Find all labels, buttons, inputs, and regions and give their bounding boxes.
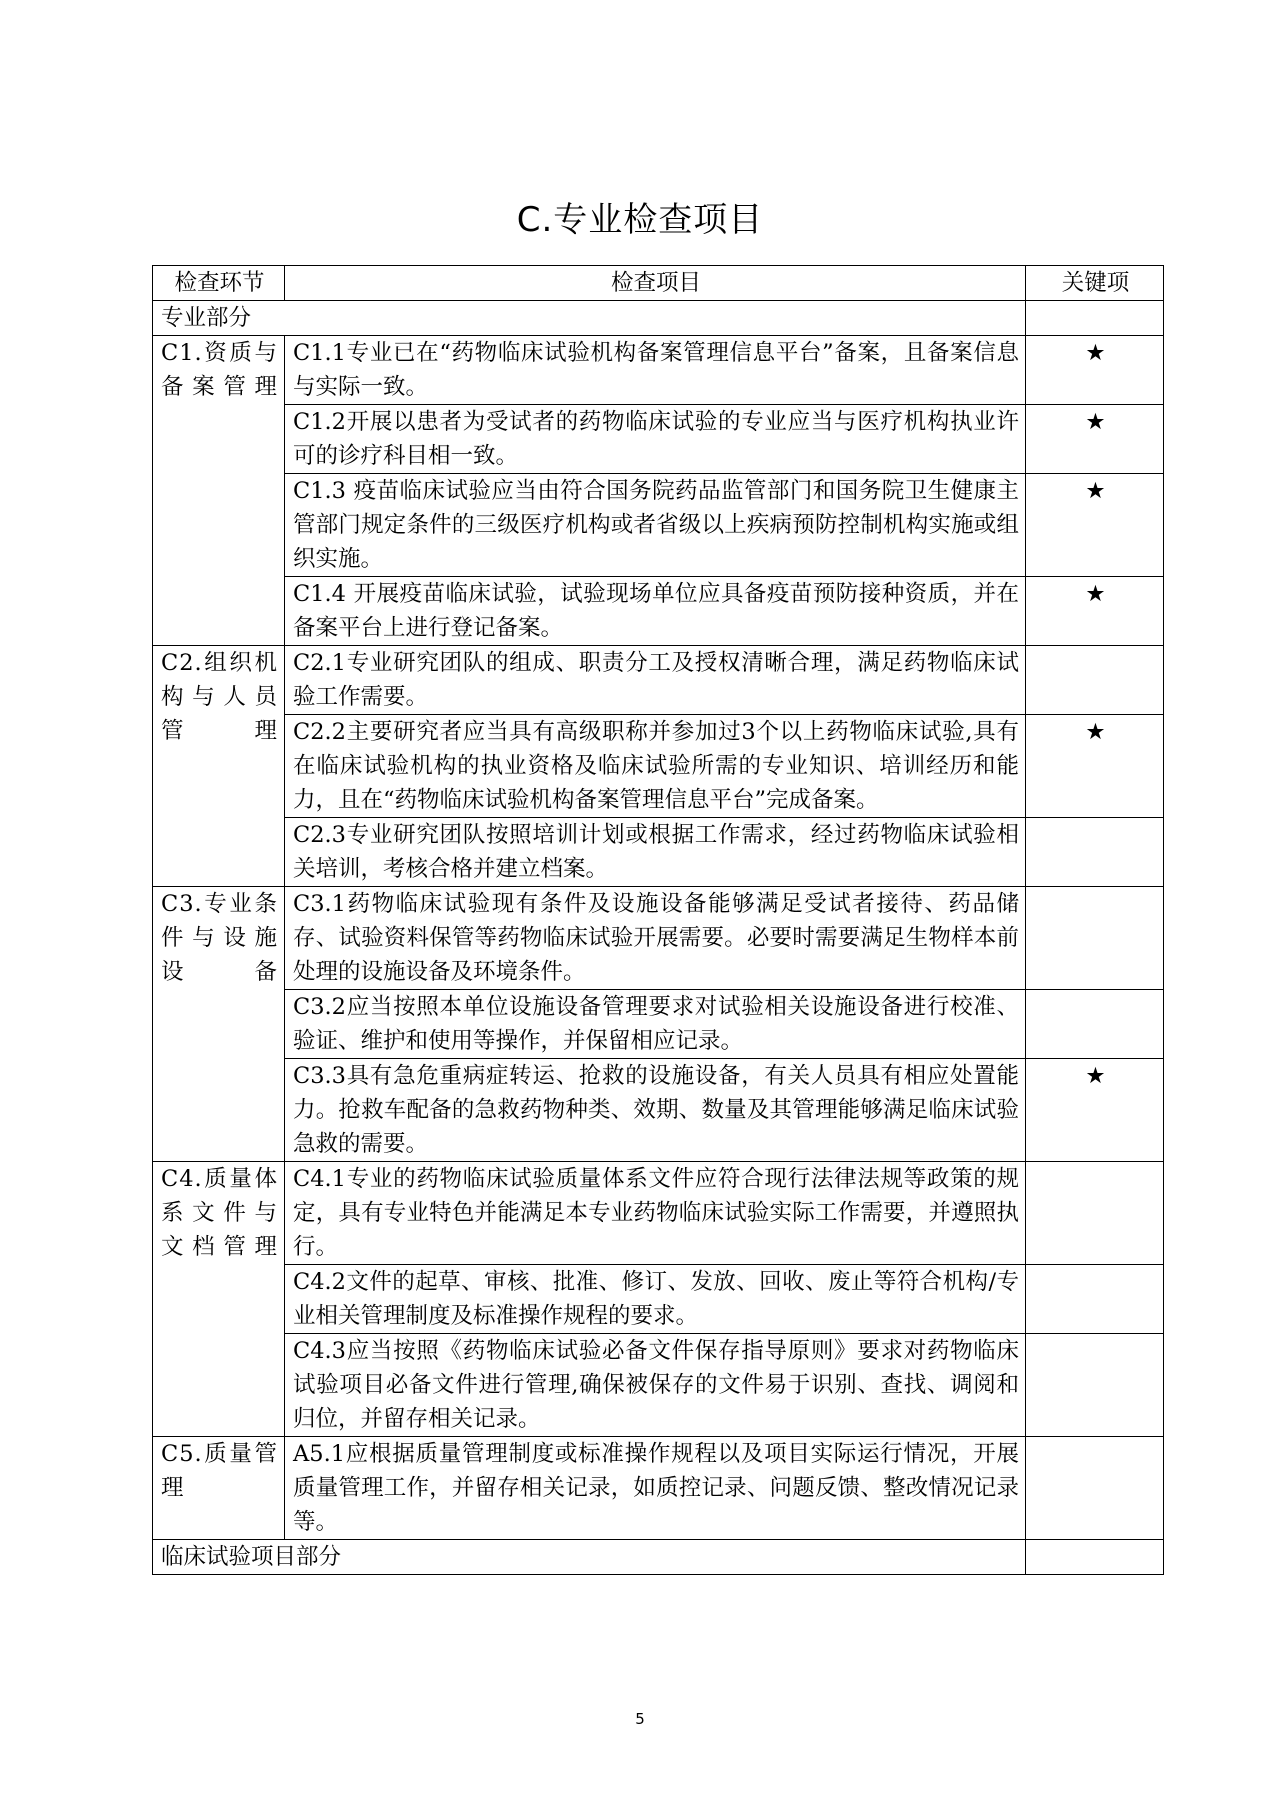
key-cell: [1026, 818, 1164, 887]
key-cell: [1026, 1334, 1164, 1437]
table-row: [153, 1265, 1164, 1334]
table-row: [153, 1162, 1164, 1265]
header-category: 检查环节: [153, 266, 285, 301]
item-text: A5.1应根据质量管理制度或标准操作规程以及项目实际运行情况，开展质量管理工作，并留存相关记录，如质控记录、问题反馈、整改情况记录等。: [285, 1437, 1026, 1540]
key-cell: [1026, 1265, 1164, 1334]
table-row: [153, 887, 1164, 990]
table-row: [153, 818, 1164, 887]
category-cell: C4.质量体系文件与文档管理: [153, 1162, 285, 1437]
item-text: C1.2开展以患者为受试者的药物临床试验的专业应当与医疗机构执业许可的诊疗科目相一致。: [285, 405, 1026, 474]
header-key: 关键项: [1026, 266, 1164, 301]
section-row: [153, 1540, 1164, 1575]
section-row: [153, 301, 1164, 336]
table-row: [153, 646, 1164, 715]
key-cell: [1026, 990, 1164, 1059]
item-text: C2.3专业研究团队按照培训计划或根据工作需求，经过药物临床试验相关培训，考核合格并建立档案。: [285, 818, 1026, 887]
item-text: C1.4 开展疫苗临床试验，试验现场单位应具备疫苗预防接种资质，并在备案平台上进行登记备案。: [285, 577, 1026, 646]
item-text: C2.1专业研究团队的组成、职责分工及授权清晰合理，满足药物临床试验工作需要。: [285, 646, 1026, 715]
table-row: [153, 474, 1164, 577]
table-row: [153, 336, 1164, 405]
table-row: [153, 990, 1164, 1059]
table-row: [153, 1059, 1164, 1162]
key-star-icon: ★: [1026, 405, 1164, 474]
category-cell: C3.专业条件与设施设备: [153, 887, 285, 1162]
key-star-icon: ★: [1026, 336, 1164, 405]
inspection-table: [152, 265, 1164, 1575]
item-text: C4.2文件的起草、审核、批准、修订、发放、回收、废止等符合机构/专业相关管理制度及标准操作规程的要求。: [285, 1265, 1026, 1334]
category-cell: C1.资质与备案管理: [153, 336, 285, 646]
item-text: C2.2主要研究者应当具有高级职称并参加过3个以上药物临床试验,具有在临床试验机构的执业资格及临床试验所需的专业知识、培训经历和能力，且在“药物临床试验机构备案管理信息平台”完成备案。: [285, 715, 1026, 818]
key-star-icon: ★: [1026, 577, 1164, 646]
category-cell: C2.组织机构与人员管理: [153, 646, 285, 887]
header-item: 检查项目: [285, 266, 1026, 301]
key-cell: [1026, 1437, 1164, 1540]
category-cell: C5.质量管理: [153, 1437, 285, 1540]
item-text: C4.3应当按照《药物临床试验必备文件保存指导原则》要求对药物临床试验项目必备文件进行管理,确保被保存的文件易于识别、查找、调阅和归位，并留存相关记录。: [285, 1334, 1026, 1437]
key-star-icon: ★: [1026, 474, 1164, 577]
key-cell: [1026, 646, 1164, 715]
key-cell: [1026, 1162, 1164, 1265]
table-header-row: [153, 266, 1164, 301]
page-number: 5: [635, 1710, 645, 1728]
item-text: C1.3 疫苗临床试验应当由符合国务院药品监管部门和国务院卫生健康主管部门规定条件的三级医疗机构或者省级以上疾病预防控制机构实施或组织实施。: [285, 474, 1026, 577]
section-label: 临床试验项目部分: [153, 1540, 1026, 1575]
table-row: [153, 715, 1164, 818]
key-cell: [1026, 887, 1164, 990]
item-text: C3.1药物临床试验现有条件及设施设备能够满足受试者接待、药品储存、试验资料保管等药物临床试验开展需要。必要时需要满足生物样本前处理的设施设备及环境条件。: [285, 887, 1026, 990]
table-row: [153, 405, 1164, 474]
item-text: C3.2应当按照本单位设施设备管理要求对试验相关设施设备进行校准、验证、维护和使用等操作，并保留相应记录。: [285, 990, 1026, 1059]
table-row: [153, 1334, 1164, 1437]
item-text: C4.1专业的药物临床试验质量体系文件应符合现行法律法规等政策的规定，具有专业特色并能满足本专业药物临床试验实际工作需要，并遵照执行。: [285, 1162, 1026, 1265]
key-star-icon: ★: [1026, 1059, 1164, 1162]
section-key-cell: [1026, 1540, 1164, 1575]
page-title: C.专业检查项目: [516, 200, 764, 240]
item-text: C1.1专业已在“药物临床试验机构备案管理信息平台”备案，且备案信息与实际一致。: [285, 336, 1026, 405]
table-row: [153, 577, 1164, 646]
section-label: 专业部分: [153, 301, 1026, 336]
key-star-icon: ★: [1026, 715, 1164, 818]
section-key-cell: [1026, 301, 1164, 336]
item-text: C3.3具有急危重病症转运、抢救的设施设备，有关人员具有相应处置能力。抢救车配备的急救药物种类、效期、数量及其管理能够满足临床试验急救的需要。: [285, 1059, 1026, 1162]
table-row: [153, 1437, 1164, 1540]
